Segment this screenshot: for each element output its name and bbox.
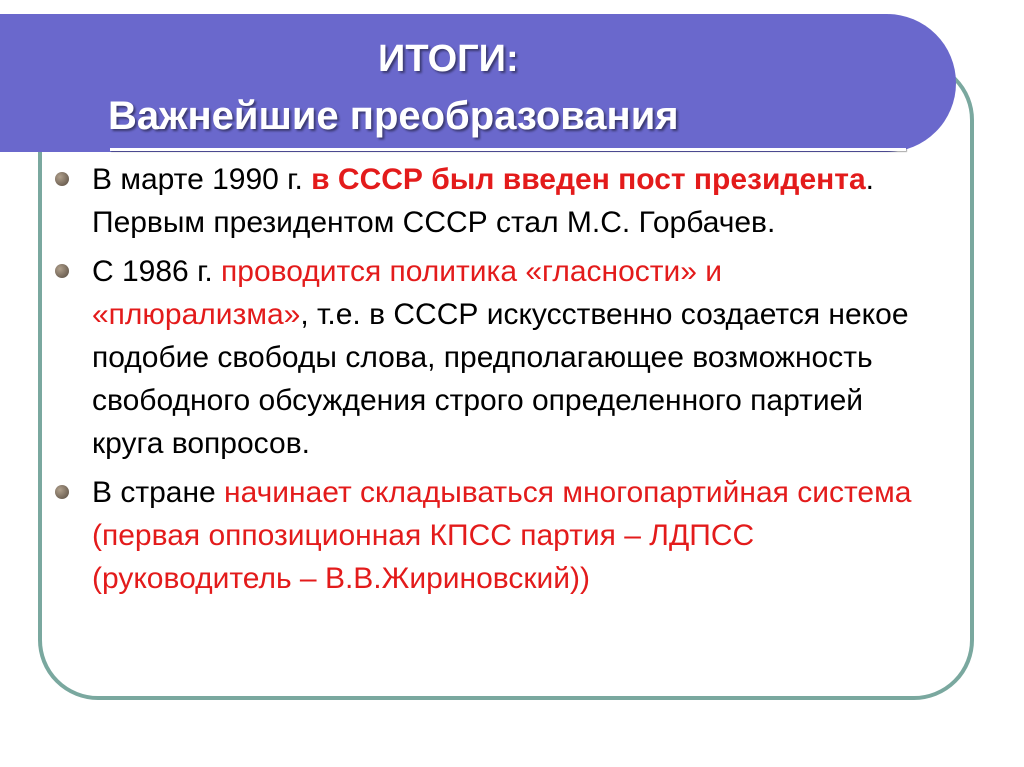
bullet-2-highlight: проводится политика «гласности» и «плюрализма» [92,255,723,331]
bullet-list [52,158,922,606]
bullet-dot-icon [55,264,69,278]
bullet-1-text: В марте 1990 г. [92,163,312,196]
bullet-dot-icon [55,172,69,186]
bullet-item-2 [52,250,922,465]
slide-title: ИТОГИ: [378,38,519,80]
title-bar [0,14,956,152]
bullet-dot-icon [55,485,69,499]
bullet-item-3 [52,471,922,600]
bullet-1-tail: . Первым президентом СССР стал М.С. Горбачев. [92,163,874,239]
bullet-2-tail: , т.е. в СССР искусственно создается некое подобие свободы слова, предполагающее возможность свободного обсуждения строго определенного партией круга вопросов. [92,298,909,460]
bullet-1-highlight: в СССР был введен пост президента [311,163,866,196]
bullet-3-text: В стране [92,476,225,509]
title-underline [110,148,906,151]
slide-subtitle: Важнейшие преобразования [108,94,679,138]
bullet-2-text: С 1986 г. [92,255,222,288]
bullet-item-1 [52,158,922,244]
bullet-3-highlight: начинает складываться многопартийная система (первая оппозиционная КПСС партия – ЛДПСС (руководитель – В.В.Жириновский)) [92,476,912,595]
